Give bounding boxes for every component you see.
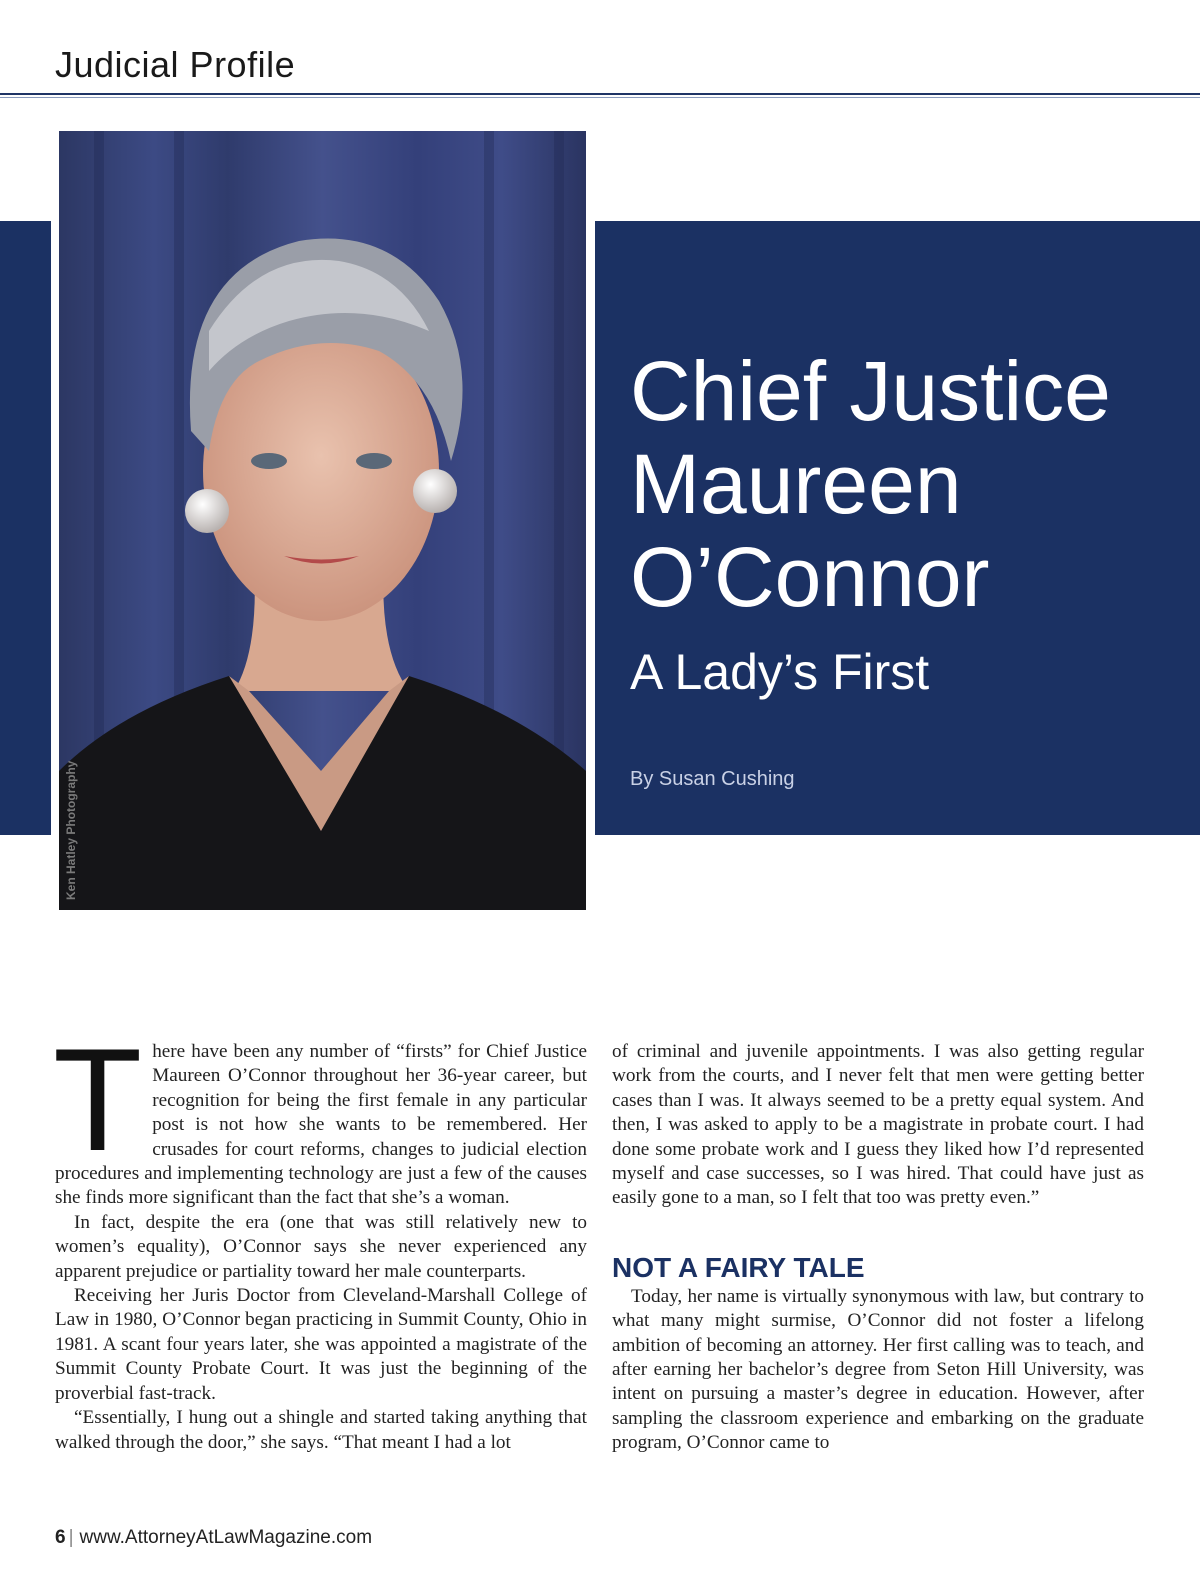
footer-separator: | xyxy=(68,1527,74,1548)
portrait-illustration xyxy=(59,131,586,910)
paragraph-1-text: here have been any number of “firsts” for Chief Justice Maureen O’Connor throughout her 36-year career, but recognition for being the first female in any particular post is not how she wants to be remembered. Her crusades for court reforms, changes to judicial election procedures and implementing technology are just a few of the causes she finds more significant than the fact that she’s a woman. xyxy=(55,1041,587,1209)
drop-cap: T xyxy=(53,1018,143,1181)
paragraph-5: of criminal and juvenile appointments. I was also getting regular work from the courts, and I never felt that men were getting better cases than I was. It always seemed to be a pretty equal system. And then, I was asked to apply to be a magistrate in probate court. I had done some probate work and I guess they liked how I’d represented myself and case successes, so I was hired. That could have just as easily gone to a man, so I felt that too was pretty even.” xyxy=(612,1041,1144,1209)
header-rule-thin xyxy=(0,97,1200,98)
headline-line-1: Chief Justice xyxy=(630,344,1111,438)
left-color-band xyxy=(0,221,51,835)
headline-line-2: Maureen xyxy=(630,437,962,531)
header-rule xyxy=(0,93,1200,95)
section-label: Judicial Profile xyxy=(55,44,296,85)
paragraph-2: In fact, despite the era (one that was still relatively new to women’s equality), O’Connor says she never experienced any apparent prejudice or partiality toward her male counterparts. xyxy=(55,1211,587,1282)
article-column-left xyxy=(53,1018,587,1455)
article-headline xyxy=(630,345,1190,624)
paragraph-1 xyxy=(53,1018,587,1211)
byline: By Susan Cushing xyxy=(630,768,795,790)
page-number: 6 xyxy=(55,1527,66,1548)
article-column-right xyxy=(612,1040,1144,1456)
portrait-photo xyxy=(59,131,586,910)
paragraph-3: Receiving her Juris Doctor from Cleveland-Marshall College of Law in 1980, O’Connor began practicing in Summit County, Ohio in 1981. A scant four years later, she was appointed a magistrate of the Summit County Probate Court. It was just the beginning of the proverbial fast-track. xyxy=(55,1285,587,1404)
photo-credit: Ken Hatley Photography xyxy=(64,760,78,900)
article-subtitle: A Lady’s First xyxy=(630,644,930,700)
paragraph-6: Today, her name is virtually synonymous with law, but contrary to what many might surmise, O’Connor did not foster a lifelong ambition of becoming an attorney. Her first calling was to teach, and after earning her bachelor’s degree from Seton Hill University, was intent on pursuing a master’s degree in education. However, after sampling the classroom experience and embarking on the graduate program, O’Connor came to xyxy=(612,1285,1144,1454)
page-footer xyxy=(55,1527,372,1549)
magazine-url: www.AttorneyAtLawMagazine.com xyxy=(79,1527,373,1548)
headline-line-3: O’Connor xyxy=(630,530,990,624)
paragraph-4: “Essentially, I hung out a shingle and started taking anything that walked through the door,” she says. “That meant I had a lot xyxy=(55,1407,587,1453)
section-subheading: NOT A FAIRY TALE xyxy=(612,1251,865,1283)
